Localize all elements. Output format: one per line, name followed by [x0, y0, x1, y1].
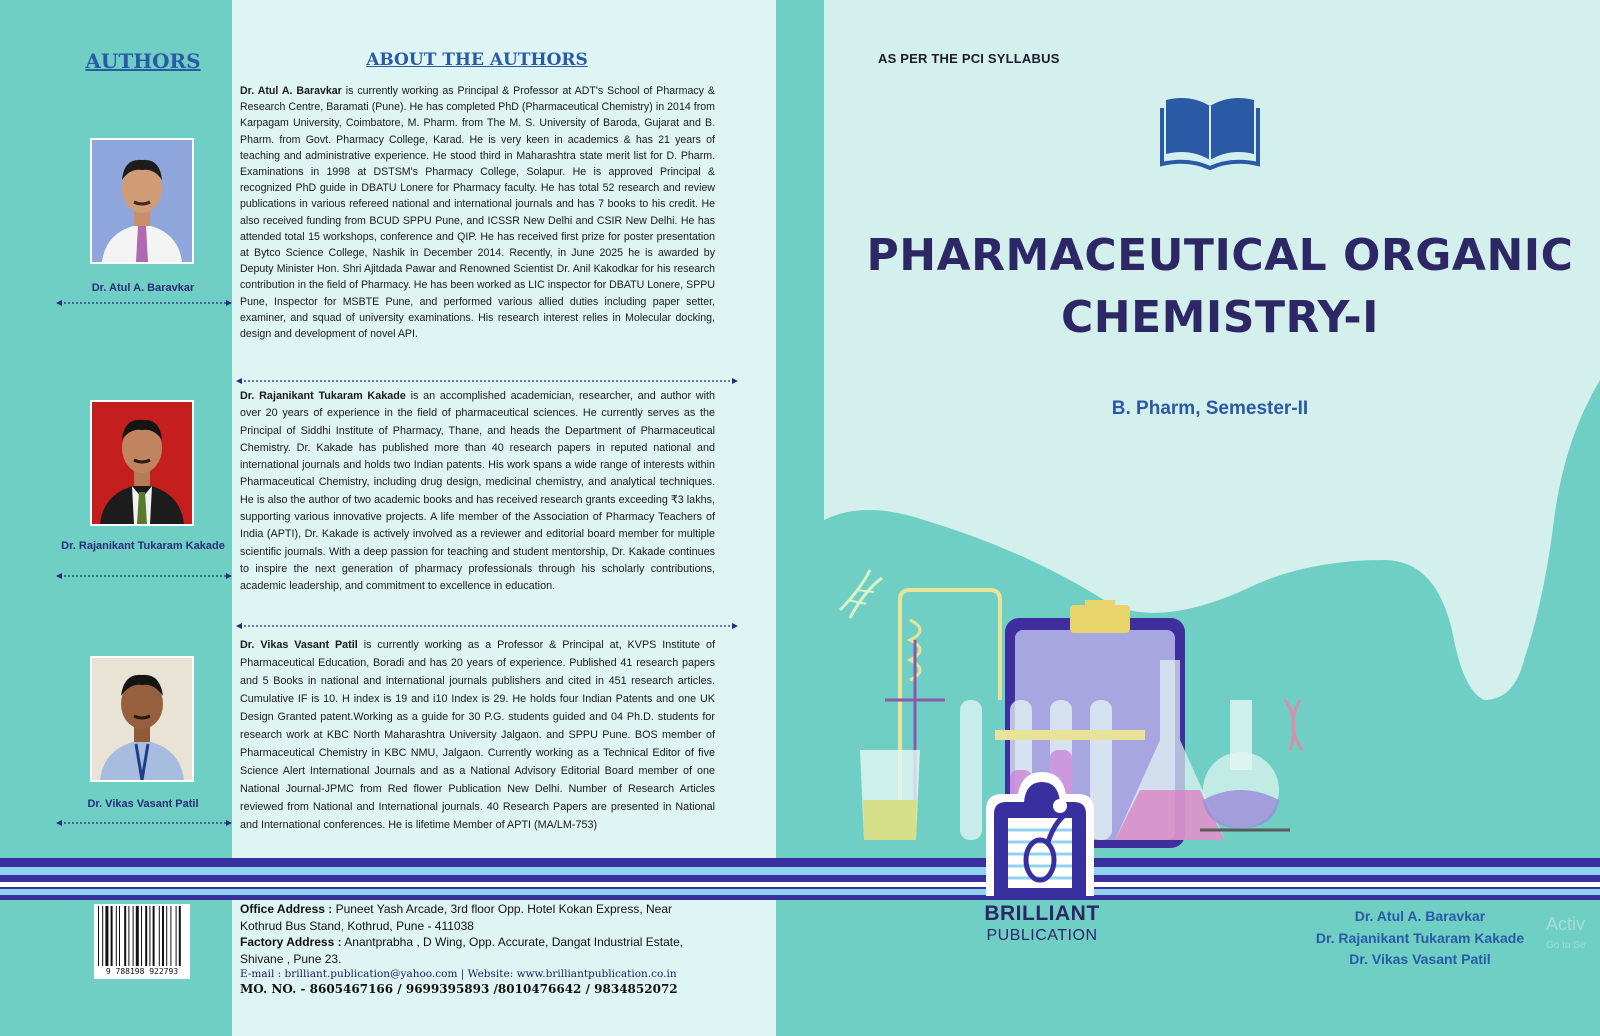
portrait-icon — [92, 658, 192, 780]
mobile-numbers: MO. NO. - 8605467166 / 9699395893 /8010476642 / 9834852072 — [240, 982, 678, 996]
office-address-label: Office Address : — [240, 902, 333, 916]
front-author-2: Dr. Rajanikant Tukaram Kakade — [1315, 929, 1525, 946]
barcode-number: 9 788198 922793 — [105, 967, 179, 976]
author-bio-2 — [240, 388, 715, 596]
publisher-name-line2: PUBLICATION — [986, 927, 1098, 944]
author-photo-baravkar — [90, 138, 194, 264]
color-band — [0, 858, 1600, 900]
author-bio-1 — [240, 83, 715, 342]
author-photo-patil — [90, 656, 194, 782]
title-line-1: PHARMACEUTICAL ORGANIC — [866, 230, 1574, 281]
factory-address-text: Anantprabha , D Wing, Opp. Accurate, Dangat Industrial Estate, Shivane , Pune 23. — [240, 935, 684, 966]
bio-text: is an accomplished academician, researcher, and author with over 20 years of experience in the field of pharmaceutical sciences. He currently serves as the Principal of Siddhi Institute of Pharmacy, Thane, and heads the Department of Pharmaceutical Chemistry. Dr. Kakade has published more than 40 research papers in reputed national and international journals and holds two Indian patents. His work spans a wide range of interests within Pharmaceutical Chemistry, including drug design, medicinal chemistry, and analytical techniques. He is also the author of two academic books and has received research grants exceeding ₹3 lakhs, supporting various innovative projects. A life member of the Association of Pharmacy Teachers of India (APTI), Dr. Kakade is actively involved as a reviewer and editorial board member for multiple scientific journals. With a deep passion for teaching and student mentorship, Dr. Kakade continues to inspire the next generation of pharmacy professionals through his scholarly contributions, academic leadership, and commitment to excellence in education. — [240, 390, 715, 593]
separator-arrow — [56, 818, 232, 828]
front-author-1: Dr. Atul A. Baravkar — [1354, 908, 1486, 924]
author-caption-1: Dr. Atul A. Baravkar — [91, 282, 195, 294]
publisher-name-line1: BRILLIANT — [984, 902, 1100, 925]
front-author-list — [1300, 906, 1540, 971]
open-book-icon — [1160, 92, 1260, 170]
separator-arrow — [56, 571, 232, 581]
office-address-text: Puneet Yash Arcade, 3rd floor Opp. Hotel Kokan Express, Near Kothrud Bus Stand, Kothrud, Pune - 411038 — [240, 902, 672, 933]
contact-line: E-mail : brilliant.publication@yahoo.com | Website: www.brilliantpublication.co.in — [240, 968, 677, 980]
publisher-logo-icon — [978, 770, 1102, 896]
portrait-icon — [92, 140, 192, 262]
bio-author-name: Dr. Rajanikant Tukaram Kakade — [240, 390, 406, 402]
portrait-icon — [92, 402, 192, 524]
authors-heading: AUTHORS — [85, 49, 201, 73]
dna-icon — [1285, 700, 1302, 750]
bio-author-name: Dr. Atul A. Baravkar — [240, 85, 342, 97]
author-caption-2: Dr. Rajanikant Tukaram Kakade — [61, 540, 225, 552]
separator-arrow — [236, 376, 738, 386]
beaker-icon — [860, 750, 920, 840]
bio-text: is currently working as Principal & Professor at ADT's School of Pharmacy & Research Centre, Baramati (Pune). He has completed PhD (Pharmaceutical Chemistry) in 2014 from Karpagam University, Coimbatore, M. Pharm. from The M. S. University of Baroda, Gujarat and B. Pharm. from Govt. Pharmacy College, Karad. He is very keen in academics & has 21 years of teaching and administrative experience. He stood third in Maharashtra state merit list for D. Pharm. Examinations in 1998 at DSTSM's Pharmacy College, Solapur. He is approved Principal & recognized PhD guide in DBATU Lonere for Pharmacy faculty. He has total 52 research and review publications in various refereed national and international journals and has 7 books to his credit. He also received funding from BCUD SPPU Pune, and ICSSR New Delhi and CSIR New Delhi. He has attended total 15 workshops, conference and QIP. He has received first prize for poster presentation at Bytco Science College, Nashik in December 2014. Recently, in June 2025 he is awarded by Deputy Minister Hon. Shri Ajitdada Pawar and Renowned Scientist Dr. Anil Kakodkar for his research contribution in the field of Pharmacy. He has been worked as LIC inspector for DBATU Lonere, SPPU Pune, Inspector for MSBTE Pune, and performed various allied duties including paper setter, examiner, and squad of university examinations. His research interest relies in Molecular docking, design and development of novel API. — [240, 85, 716, 341]
author-bio-3 — [240, 636, 715, 834]
bio-author-name: Dr. Vikas Vasant Patil — [240, 639, 358, 651]
book-subtitle: B. Pharm, Semester-II — [1111, 398, 1309, 419]
syllabus-note: AS PER THE PCI SYLLABUS — [878, 51, 1060, 66]
publisher-address — [240, 901, 710, 967]
title-line-2: CHEMISTRY-I — [1060, 292, 1380, 343]
isbn-barcode — [94, 904, 190, 979]
bio-text: is currently working as a Professor & Principal at, KVPS Institute of Pharmaceutical Education, Boradi and has 20 years of experience. Published 41 research papers and 5 Books in national and international journals publishers and cited in 451 research articles. Cumulative IF is 10. H index is 19 and i10 Index is 29. He holds four Indian Patents and one UK Design Granted patent.Working as a guide for 30 P.G. students guided and 04 Ph.D. students for research work at KBC North Maharashtra University Jalgaon. and SPPU Pune. BOS member of Pharmaceutical Chemistry in KBC NMU, Jalgaon. Currently working as a Technical Editor of five Science Alert International Journals and as a National Advisory Editorial Board member of one National Journal-JPMC from Red flower Publication New Delhi. Number of Research Articles reviewed from National and International journals. 40 Research Papers are presented in National and International conferences. He is lifetime Member of APTI (MA/LM-753) — [240, 639, 715, 831]
separator-arrow — [56, 298, 232, 308]
activation-watermark-sub: Go to Se — [1546, 940, 1586, 951]
office-address — [240, 901, 710, 934]
separator-arrow — [236, 621, 738, 631]
publisher-name — [960, 902, 1124, 946]
dna-icon — [840, 570, 882, 618]
about-authors-heading: ABOUT THE AUTHORS — [366, 50, 588, 70]
factory-address — [240, 934, 710, 967]
barcode-icon — [94, 904, 190, 968]
activation-watermark: Activ — [1546, 914, 1586, 934]
author-caption-3: Dr. Vikas Vasant Patil — [87, 798, 199, 810]
author-photo-kakade — [90, 400, 194, 526]
front-author-3: Dr. Vikas Vasant Patil — [1349, 951, 1491, 967]
book-title — [860, 225, 1580, 349]
factory-address-label: Factory Address : — [240, 935, 342, 949]
flask-icon — [1200, 700, 1290, 830]
